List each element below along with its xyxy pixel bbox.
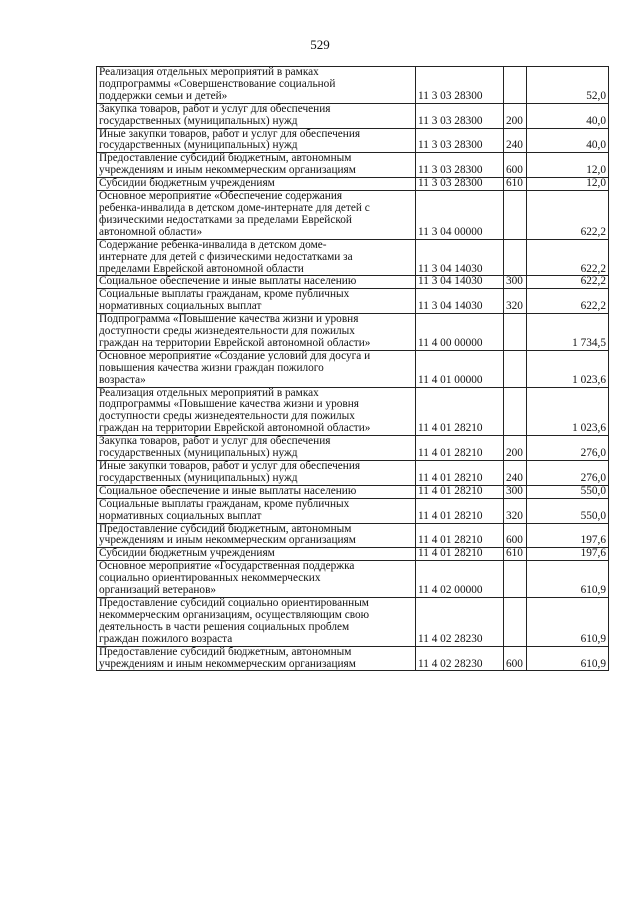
table-row [97,191,609,240]
target-article-code-cell: 11 4 01 28210 [416,436,504,461]
amount-cell: 276,0 [527,461,609,486]
table-row [97,239,609,276]
table-row [97,153,609,178]
target-article-code-cell: 11 4 01 28210 [416,523,504,548]
target-article-code-cell: 11 4 01 28210 [416,498,504,523]
expense-name-line: Основное мероприятие «Создание условий для досуга и [99,350,371,362]
expense-name-cell [97,178,416,191]
expense-name-cell [97,461,416,486]
expense-type-code-cell: 600 [504,153,527,178]
expense-name-line: Основное мероприятие «Государственная поддержка [99,560,355,573]
expense-name-line: учреждениям и иным некоммерческим организациям [99,534,356,547]
target-article-code-cell: 11 4 01 28210 [416,548,504,561]
table-row [97,485,609,498]
expense-name-line: государственных (муниципальных) нужд [99,447,298,460]
target-article-code-cell: 11 4 01 28210 [416,485,504,498]
expense-type-code-cell [504,597,527,646]
table-row [97,178,609,191]
expense-type-code-cell: 200 [504,103,527,128]
expense-name-line: возраста» [99,373,146,386]
expense-name-cell [97,153,416,178]
table-row [97,561,609,598]
expense-type-code-cell: 600 [504,646,527,671]
table-row [97,436,609,461]
table-row [97,128,609,153]
target-article-code-cell: 11 3 03 28300 [416,153,504,178]
expense-name-cell [97,548,416,561]
expense-name-line: государственных (муниципальных) нужд [99,114,298,127]
expense-type-code-cell: 240 [504,461,527,486]
budget-table [96,66,609,671]
expense-name-line: повышения качества жизни граждан пожилого [99,361,324,374]
expense-name-line: автономной области» [99,225,203,238]
expense-name-line: ребенка-инвалида в детском доме-интернате для детей с [99,201,370,214]
target-article-code-cell: 11 4 02 28230 [416,597,504,646]
amount-cell: 610,9 [527,597,609,646]
amount-cell: 40,0 [527,128,609,153]
expense-name-line: подпрограммы «Повышение качества жизни и уровня [99,398,359,411]
expense-name-line: граждан на территории Еврейской автономной области» [99,336,371,349]
amount-cell: 622,2 [527,276,609,289]
target-article-code-cell: 11 4 02 00000 [416,561,504,598]
expense-name-cell [97,485,416,498]
expense-name-line: Предоставление субсидий бюджетным, автономным [99,523,352,535]
table-row [97,67,609,104]
target-article-code-cell: 11 3 03 28300 [416,128,504,153]
expense-name-line: учреждениям и иным некоммерческим организациям [99,657,356,670]
expense-name-line: граждан пожилого возраста [99,632,233,645]
expense-name-cell [97,523,416,548]
expense-name-line: Предоставление субсидий социально ориентированным [99,597,369,609]
expense-name-line: граждан на территории Еврейской автономной области» [99,422,371,435]
target-article-code-cell: 11 3 03 28300 [416,178,504,191]
target-article-code-cell: 11 3 03 28300 [416,67,504,104]
expense-name-line: подпрограммы «Совершенствование социальной [99,77,336,90]
expense-name-line: социально ориентированных некоммерческих [99,572,321,585]
expense-name-cell [97,128,416,153]
table-row [97,646,609,671]
expense-name-line: Предоставление субсидий бюджетным, автономным [99,646,352,658]
expense-name-line: Иные закупки товаров, работ и услуг для обеспечения [99,128,361,140]
amount-cell: 622,2 [527,289,609,314]
amount-cell: 52,0 [527,67,609,104]
expense-name-cell [97,350,416,387]
expense-name-cell [97,103,416,128]
expense-name-line: Реализация отдельных мероприятий в рамках [99,387,319,399]
target-article-code-cell: 11 4 01 28210 [416,461,504,486]
expense-name-line: Содержание ребенка-инвалида в детском доме- [99,239,327,251]
expense-name-cell [97,597,416,646]
amount-cell: 622,2 [527,239,609,276]
expense-type-code-cell: 610 [504,178,527,191]
amount-cell: 276,0 [527,436,609,461]
expense-name-cell [97,276,416,289]
amount-cell: 40,0 [527,103,609,128]
expense-name-line: Социальные выплаты гражданам, кроме публичных [99,288,350,301]
expense-type-code-cell [504,561,527,598]
amount-cell: 197,6 [527,548,609,561]
expense-type-code-cell [504,191,527,240]
expense-name-line: нормативных социальных выплат [99,300,262,313]
expense-name-line: Подпрограмма «Повышение качества жизни и уровня [99,313,359,326]
expense-name-cell [97,646,416,671]
expense-name-cell [97,67,416,104]
expense-type-code-cell: 240 [504,128,527,153]
expense-name-line: Предоставление субсидий бюджетным, автономным [99,152,352,165]
target-article-code-cell: 11 4 00 00000 [416,314,504,351]
expense-name-cell [97,387,416,436]
amount-cell: 1 023,6 [527,350,609,387]
table-row [97,314,609,351]
page-number: 529 [310,37,330,52]
expense-name-cell [97,289,416,314]
expense-name-line: Закупка товаров, работ и услуг для обеспечения [99,435,331,448]
expense-type-code-cell: 610 [504,548,527,561]
expense-name-line: Социальные выплаты гражданам, кроме публичных [99,498,350,510]
table-row [97,103,609,128]
expense-type-code-cell: 320 [504,498,527,523]
expense-name-line: учреждениям и иным некоммерческим организациям [99,164,356,177]
expense-type-code-cell: 200 [504,436,527,461]
amount-cell: 610,9 [527,646,609,671]
table-row [97,548,609,561]
expense-name-line: пределами Еврейской автономной области [99,262,304,275]
expense-type-code-cell: 600 [504,523,527,548]
target-article-code-cell: 11 4 01 00000 [416,350,504,387]
amount-cell: 1 023,6 [527,387,609,436]
expense-name-line: Социальное обеспечение и иные выплаты населению [99,485,357,497]
expense-name-line: физическими недостатками за пределами Еврейской [99,213,352,226]
table-row [97,350,609,387]
amount-cell: 12,0 [527,153,609,178]
expense-name-cell [97,498,416,523]
expense-type-code-cell: 320 [504,289,527,314]
table-row [97,387,609,436]
budget-table-body [97,67,609,671]
expense-type-code-cell [504,67,527,104]
amount-cell: 622,2 [527,191,609,240]
table-row [97,461,609,486]
expense-type-code-cell: 300 [504,276,527,289]
target-article-code-cell: 11 3 03 28300 [416,103,504,128]
target-article-code-cell: 11 3 04 00000 [416,191,504,240]
expense-name-line: Реализация отдельных мероприятий в рамках [99,66,319,78]
expense-name-line: некоммерческим организациям, осуществляющим свою [99,608,370,621]
table-row [97,276,609,289]
expense-name-line: деятельность в части решения социальных проблем [99,620,350,633]
expense-name-line: организаций ветеранов» [99,584,217,597]
target-article-code-cell: 11 4 02 28230 [416,646,504,671]
expense-type-code-cell [504,387,527,436]
expense-type-code-cell [504,314,527,351]
table-row [97,289,609,314]
amount-cell: 550,0 [527,485,609,498]
table-row [97,498,609,523]
expense-name-line: доступности среды жизнедеятельности для пожилых [99,410,355,423]
expense-name-line: нормативных социальных выплат [99,509,262,522]
target-article-code-cell: 11 3 04 14030 [416,239,504,276]
target-article-code-cell: 11 3 04 14030 [416,276,504,289]
expense-name-cell [97,191,416,240]
target-article-code-cell: 11 3 04 14030 [416,289,504,314]
expense-name-line: поддержки семьи и детей» [99,89,228,102]
expense-name-line: доступности среды жизнедеятельности для пожилых [99,325,355,338]
amount-cell: 197,6 [527,523,609,548]
amount-cell: 12,0 [527,178,609,191]
expense-name-line: Иные закупки товаров, работ и услуг для обеспечения [99,460,361,472]
expense-name-line: государственных (муниципальных) нужд [99,139,298,152]
table-row [97,523,609,548]
amount-cell: 1 734,5 [527,314,609,351]
expense-name-line: Социальное обеспечение и иные выплаты населению [99,275,357,288]
amount-cell: 550,0 [527,498,609,523]
amount-cell: 610,9 [527,561,609,598]
expense-type-code-cell: 300 [504,485,527,498]
expense-name-line: Субсидии бюджетным учреждениям [99,177,275,190]
expense-name-line: Основное мероприятие «Обеспечение содержания [99,190,343,203]
expense-type-code-cell [504,239,527,276]
expense-name-line: интернате для детей с физическими недостатками за [99,250,353,263]
target-article-code-cell: 11 4 01 28210 [416,387,504,436]
expense-name-line: Закупка товаров, работ и услуг для обеспечения [99,103,331,115]
expense-name-line: Субсидии бюджетным учреждениям [99,547,275,560]
expense-name-cell [97,314,416,351]
table-row [97,597,609,646]
expense-name-line: государственных (муниципальных) нужд [99,471,298,484]
expense-name-cell [97,436,416,461]
expense-type-code-cell [504,350,527,387]
expense-name-cell [97,561,416,598]
expense-name-cell [97,239,416,276]
